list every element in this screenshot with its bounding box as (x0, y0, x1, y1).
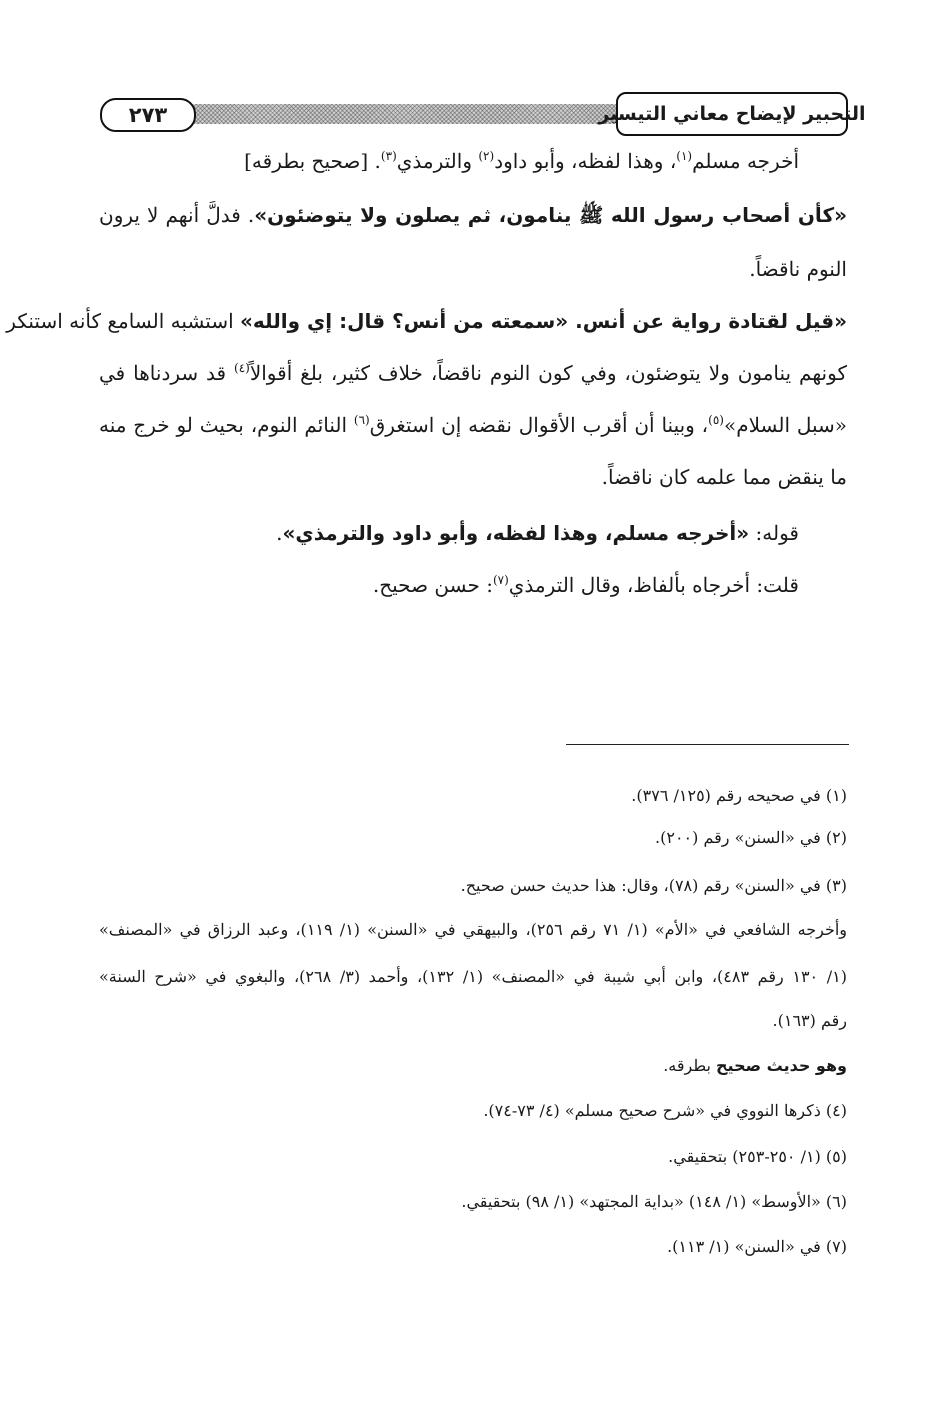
text-line-4: «قيل لقتادة رواية عن أنس. «سمعته من أنس؟ قال: إي والله» استشبه السامع كأنه استنكر (6, 309, 847, 333)
header-decorative-band (160, 104, 648, 124)
footnote-3-line-3: (١/ ١٣٠ رقم ٤٨٣)، وابن أبي شيبة في «المصنف» (١/ ١٣٢)، وأحمد (٣/ ٢٦٨)، والبغوي في «شرح السنة» (99, 967, 847, 986)
footnote-4: (٤) ذكرها النووي في «شرح صحيح مسلم» (٤/ ٧٣-٧٤). (483, 1101, 847, 1120)
footnote-3-line-4: رقم (١٦٣). (772, 1011, 847, 1030)
footnote-ref-6[interactable]: (٦) (353, 413, 370, 427)
footnote-6: (٦) «الأوسط» (١/ ١٤٨) «بداية المجتهد» (١/ ٩٨) بتحقيقي. (461, 1192, 847, 1211)
text-line-9: قلت: أخرجاه بألفاظ، وقال الترمذي$^{(٧)}$: حسن صحيح. (372, 573, 799, 597)
footnote-ref-3[interactable]: (٣) (380, 149, 397, 163)
text-line-1: أخرجه مسلم$^{(١)}$، وهذا لفظه، وأبو داود$^{(٢)}$ والترمذي$^{(٣)}$. [صحيح بطرقه] (244, 149, 799, 173)
footnote-1: (١) في صحيحه رقم (١٢٥/ ٣٧٦). (631, 786, 847, 805)
text-line-2: «كأن أصحاب رسول الله ﷺ ينامون، ثم يصلون ولا يتوضئون». فدلَّ أنهم لا يرون (99, 203, 847, 227)
footnote-7: (٧) في «السنن» (١/ ١١٣). (667, 1237, 847, 1256)
text-line-5: كونهم ينامون ولا يتوضئون، وفي كون النوم ناقضاً، خلاف كثير، بلغ أقوالاً$^{(٤)}$ قد سردناها في (99, 361, 847, 385)
footnote-3-line-2: وأخرجه الشافعي في «الأم» (١/ ٧١ رقم ٢٥٦)، والبيهقي في «السنن» (١/ ١١٩)، وعبد الرزاق في «المصنف» (99, 920, 848, 939)
running-header (100, 92, 866, 138)
footnote-ref-5[interactable]: (٥) (708, 413, 724, 427)
quoted-source: «أخرجه مسلم، وهذا لفظه، وأبو داود والترمذي» (282, 521, 750, 545)
text-line-6: «سبل السلام»$^{(٥)}$، وبينا أن أقرب الأقوال نقضه إن استغرق$^{(٦)}$ النائم النوم، بحيث لو خرج منه (99, 413, 848, 437)
footnote-ref-7[interactable]: (٧) (492, 573, 509, 587)
text-line-3: النوم ناقضاً. (749, 257, 847, 281)
footnote-3-line-5: وهو حديث صحيح بطرقه. (663, 1056, 847, 1075)
book-title: التحبير لإيضاح معاني التيسير (616, 92, 848, 136)
page-number: ٢٧٣ (100, 98, 196, 132)
footnote-ref-2[interactable]: (٢) (478, 149, 495, 163)
footnote-2: (٢) في «السنن» رقم (٢٠٠). (655, 828, 847, 847)
footnote-divider (566, 744, 849, 745)
footnote-ref-4[interactable]: (٤) (234, 361, 250, 375)
footnote-5: (٥) (١/ ٢٥٠-٢٥٣) بتحقيقي. (668, 1147, 847, 1166)
hadith-quote: «كأن أصحاب رسول الله ﷺ ينامون، ثم يصلون ولا يتوضئون» (254, 203, 847, 227)
text-line-7: ما ينقض مما علمه كان ناقضاً. (601, 465, 847, 489)
footnote-ref-1[interactable]: (١) (676, 149, 693, 163)
footnote-3: (٣) في «السنن» رقم (٧٨)، وقال: هذا حديث حسن صحيح. (460, 876, 847, 895)
text-line-8: قوله: «أخرجه مسلم، وهذا لفظه، وأبو داود والترمذي». (276, 521, 799, 545)
qatada-quote: «قيل لقتادة رواية عن أنس. «سمعته من أنس؟ قال: إي والله» (240, 309, 847, 333)
